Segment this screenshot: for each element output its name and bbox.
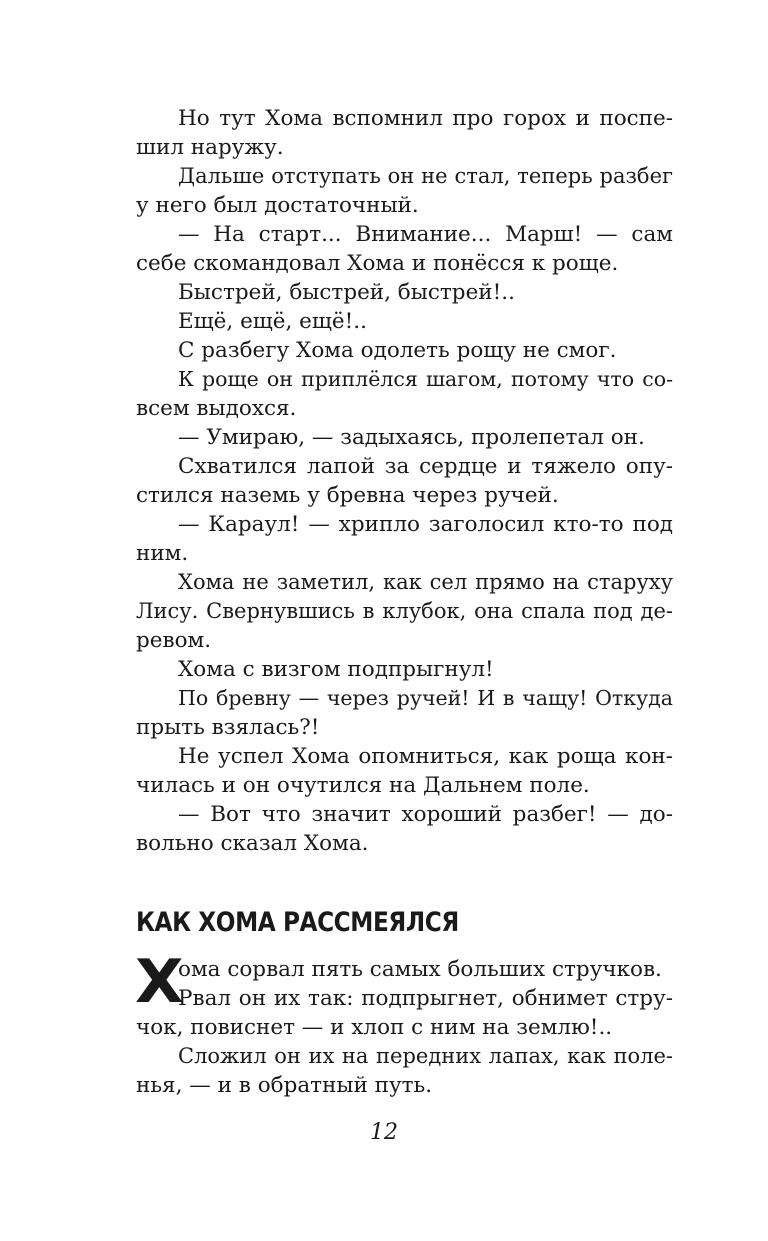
text-line: ним. — [136, 541, 189, 566]
text-line: — Караул! — хрипло заголосил кто-то под — [178, 512, 673, 537]
text-line: прыть взялась?! — [136, 715, 320, 740]
text-line: Не успел Хома опомниться, как роща кон- — [178, 744, 673, 769]
text-line: всем выдохся. — [136, 396, 297, 421]
chapter-text-line: Сложил он их на передних лапах, как поле- — [178, 1044, 673, 1068]
text-line: — На старт... Внимание... Марш! — сам — [178, 222, 673, 247]
text-line: шил наружу. — [136, 135, 284, 160]
chapter-text-line: Рвал он их так: подпрыгнет, обнимет стру- — [178, 986, 673, 1011]
text-line: Хома не заметил, как сел прямо на старуху — [178, 570, 673, 594]
text-line: К роще он приплёлся шагом, потому что со- — [178, 367, 673, 391]
text-line: себе скомандовал Хома и понёсся к роще. — [136, 251, 619, 276]
text-line: ревом. — [136, 628, 212, 653]
text-line: стился наземь у бревна через ручей. — [136, 483, 559, 508]
chapter-text-line: ома сорвал пять самых больших стручков. — [178, 957, 662, 982]
text-line: у него был достаточный. — [136, 193, 419, 218]
text-line: вольно сказал Хома. — [136, 831, 369, 856]
chapter-text-line: чок, повиснет — и хлоп с ним на землю!.. — [136, 1015, 613, 1040]
text-line: С разбегу Хома одолеть рощу не смог. — [178, 338, 617, 363]
text-line: чилась и он очутился на Дальнем поле. — [136, 773, 590, 798]
chapter-text-line: нья, — и в обратный путь. — [136, 1073, 433, 1098]
drop-cap: Х — [135, 947, 184, 1017]
text-line: Дальше отступать он не стал, теперь разбег — [178, 164, 673, 188]
text-line: Быстрей, быстрей, быстрей!.. — [178, 280, 515, 305]
text-line: По бревну — через ручей! И в чащу! Откуда — [178, 686, 673, 710]
page-number: 12 — [370, 1120, 398, 1145]
chapter-heading: КАК ХОМА РАССМЕЯЛСЯ — [136, 907, 459, 938]
text-line: Схватился лапой за сердце и тяжело опу- — [178, 454, 673, 479]
text-line: Лису. Свернувшись в клубок, она спала под де- — [136, 599, 673, 623]
text-line: — Умираю, — задыхаясь, пролепетал он. — [178, 425, 645, 450]
body-text — [136, 104, 673, 858]
text-line: — Вот что значит хороший разбег! — до- — [178, 802, 673, 827]
text-line: Но тут Хома вспомнил про горох и поспе- — [178, 106, 673, 131]
text-line: Хома с визгом подпрыгнул! — [178, 657, 494, 682]
chapter-text — [135, 947, 673, 1100]
text-line: Ещё, ещё, ещё!.. — [178, 309, 367, 334]
